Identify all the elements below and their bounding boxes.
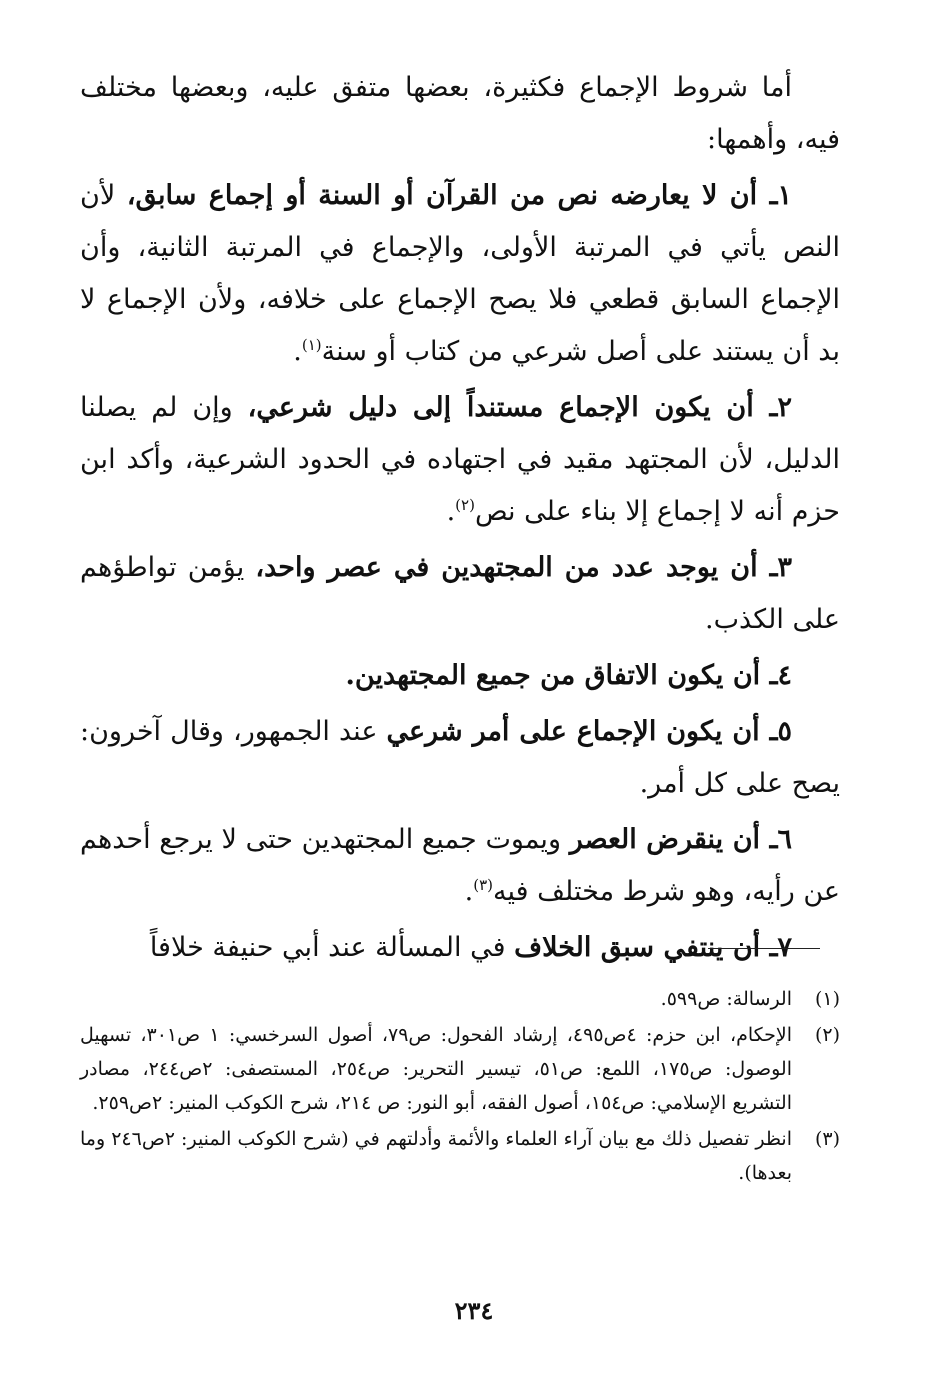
condition-4 — [80, 650, 840, 702]
condition-1-number: ١ـ — [769, 180, 792, 211]
condition-2-end: . — [446, 496, 456, 527]
condition-4-number: ٤ـ — [769, 660, 792, 691]
condition-1-body: لأن النص يأتي في المرتبة الأولى، والإجماع في المرتبة الثانية، وأن الإجماع السابق قطعي فلا يصح الإجماع على خلافه، ولأن الإجماع لا بد أن يستند على أصل شرعي من كتاب أو سنة — [80, 180, 840, 367]
footnote-3-number: (٣) — [814, 1128, 840, 1150]
condition-6-title — [570, 824, 792, 855]
footnote-1 — [80, 982, 840, 1016]
condition-6 — [80, 814, 840, 918]
condition-3-title-text: أن يوجد عدد من المجتهدين في عصر واحد، — [255, 552, 758, 583]
condition-3-title — [255, 552, 792, 583]
footnote-1-number: (١) — [814, 988, 840, 1010]
condition-7-title-text: أن ينتفي سبق الخلاف — [514, 932, 761, 963]
page-number: ٢٣٤ — [454, 1296, 494, 1325]
condition-5-number: ٥ـ — [769, 716, 792, 747]
footnote-2-text: الإحكام، ابن حزم: ٤ص٤٩٥، إرشاد الفحول: ص٧٩، أصول السرخسي: ١ ص٣٠١، تسهيل الوصول: ص١٧٥، اللمع: ص٥١، تيسير التحرير: ص٢٥٤، المستصفى: ٢ص٢٤٤، مصادر التشريع الإسلامي: ص١٥٤، أصول الفقه، أبو النور: ص ٢١٤، شرح الكوكب المنير: ٢ص٢٥٩. — [80, 1024, 792, 1114]
condition-3 — [80, 542, 840, 646]
footnote-1-text: الرسالة: ص٥٩٩. — [660, 988, 792, 1010]
footnote-2 — [80, 1018, 840, 1120]
condition-7-body: في المسألة عند أبي حنيفة خلافاً — [149, 932, 506, 963]
condition-3-number: ٣ـ — [769, 552, 793, 583]
condition-5 — [80, 706, 840, 810]
intro-paragraph: أما شروط الإجماع فكثيرة، بعضها متفق عليه، وبعضها مختلف فيه، وأهمها: — [80, 72, 840, 155]
footnote-divider — [708, 948, 820, 949]
condition-5-title-text: أن يكون الإجماع على أمر شرعي — [386, 716, 760, 747]
condition-6-body: ويموت جميع المجتهدين حتى لا يرجع أحدهم عن رأيه، وهو شرط مختلف فيه — [80, 824, 840, 907]
condition-6-number: ٦ـ — [769, 824, 792, 855]
condition-3-body: يؤمن تواطؤهم على الكذب. — [80, 552, 840, 635]
condition-1-title-text: أن لا يعارضه نص من القرآن أو السنة أو إجماع سابق، — [126, 180, 758, 211]
condition-4-title-text: أن يكون الاتفاق من جميع المجتهدين. — [345, 660, 761, 691]
condition-7-number: ٧ـ — [769, 932, 792, 963]
footnote-ref-2[interactable]: (٢) — [455, 496, 475, 514]
condition-1-end: . — [293, 336, 302, 367]
condition-2-title-text: أن يكون الإجماع مستنداً إلى دليل شرعي، — [247, 392, 754, 423]
condition-2-title — [248, 392, 792, 423]
condition-2-number: ٢ـ — [769, 392, 792, 423]
footnote-3 — [80, 1122, 840, 1190]
footnote-ref-3[interactable]: (٣) — [473, 876, 493, 894]
footnote-ref-1[interactable]: (١) — [301, 336, 322, 354]
condition-2-body: وإن لم يصلنا الدليل، لأن المجتهد مقيد في اجتهاده في الحدود الشرعية، وأكد ابن حزم أنه لا إجماع إلا بناء على نص — [80, 392, 840, 527]
footnote-3-text: انظر تفصيل ذلك مع بيان آراء العلماء والأئمة وأدلتهم في (شرح الكوكب المنير: ٢ص٢٤٦ وما بعدها). — [80, 1128, 792, 1184]
condition-1 — [80, 170, 840, 378]
condition-1-title — [127, 180, 792, 211]
footnotes — [80, 982, 840, 1192]
footnote-2-number: (٢) — [814, 1024, 840, 1046]
main-text — [80, 62, 840, 978]
condition-5-title — [387, 716, 792, 747]
condition-6-title-text: أن ينقرض العصر — [569, 824, 761, 855]
condition-4-title — [346, 660, 792, 691]
condition-6-end: . — [464, 876, 474, 907]
condition-5-body: عند الجمهور، وقال آخرون: يصح على كل أمر. — [80, 716, 840, 799]
condition-2 — [80, 382, 840, 538]
